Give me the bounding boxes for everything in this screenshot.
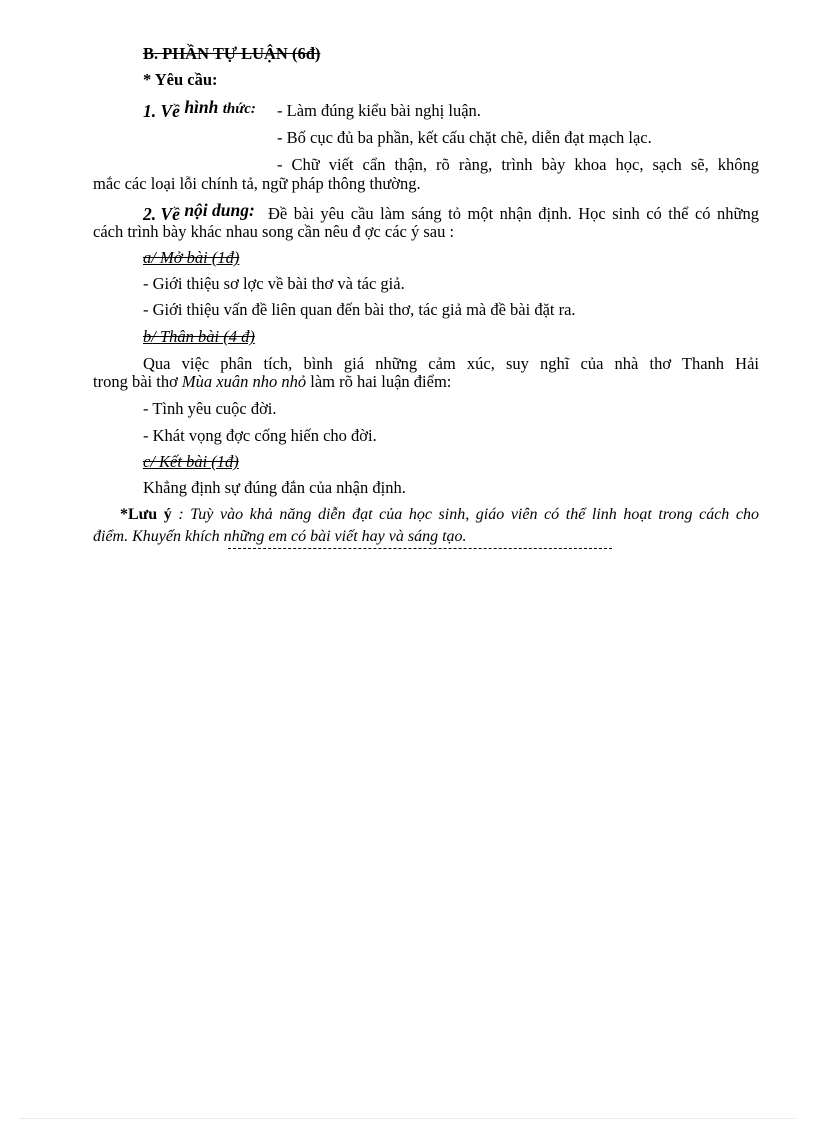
part-c-title: c/ Kết bài (1đ) [143,452,239,471]
requirement-heading: * Yêu cầu: [143,70,218,89]
note-line2: điểm. Khuyến khích những em có bài viết hay và sáng tạo. [93,528,467,545]
part-c-text: Khẳng định sự đúng đắn của nhận định. [143,478,406,497]
page-bottom-edge [20,1118,796,1119]
part-b-paragraph-line1: Qua việc phân tích, bình giá những cảm xúc, suy nghĩ của nhà thơ Thanh Hải [143,354,759,373]
part-b-paragraph-line2 [93,372,451,392]
content-heading-word: nội dung: [184,200,255,220]
form-heading-word1: hình [184,97,219,117]
note-line1 [120,505,759,525]
content-heading-number: 2. Về [143,204,180,224]
part-b-item-2: - Khát vọng đợc cống hiến cho đời. [143,426,377,445]
note-line1-text: : Tuỳ vào khả năng diễn đạt của học sinh, giáo viên có thể linh hoạt trong cách cho [178,506,759,523]
form-item-3: - Chữ viết cẩn thận, rõ ràng, trình bày khoa học, sạch sẽ, không [277,155,759,174]
poem-title: Mùa xuân nho nhỏ [181,372,307,391]
form-item-2: - Bố cục đủ ba phần, kết cấu chặt chẽ, diễn đạt mạch lạc. [277,128,652,147]
part-a-item-2: - Giới thiệu vấn đề liên quan đến bài thơ, tác giả mà đề bài đặt ra. [143,300,576,319]
form-item-1: - Làm đúng kiểu bài nghị luận. [277,101,481,120]
form-heading-word2: thức: [222,101,256,117]
form-heading-number: 1. Về [143,101,180,121]
part-a-item-1: - Giới thiệu sơ lợc về bài thơ và tác giả. [143,274,405,293]
part-b-item-1: - Tình yêu cuộc đời. [143,399,277,418]
part-b-line2-prefix: trong bài thơ [93,372,178,391]
end-separator [228,548,612,549]
part-b-title: b/ Thân bài (4 đ) [143,327,255,346]
content-heading [143,200,255,224]
part-a-title: a/ Mở bài (1đ) [143,248,240,267]
section-title: B. PHẦN TỰ LUẬN (6đ) [143,44,321,63]
content-intro-line1: Đề bài yêu cầu làm sáng tỏ một nhận định. Học sinh có thể có những [268,204,759,223]
part-b-line2-suffix: làm rõ hai luận điểm: [310,372,452,391]
form-item-3-continued: mắc các loại lỗi chính tả, ngữ pháp thông thường. [93,174,421,193]
note-label: *Lưu ý [120,506,172,523]
form-heading [143,97,256,123]
content-intro-line2: cách trình bày khác nhau song cần nêu đ ợc các ý sau : [93,222,455,241]
